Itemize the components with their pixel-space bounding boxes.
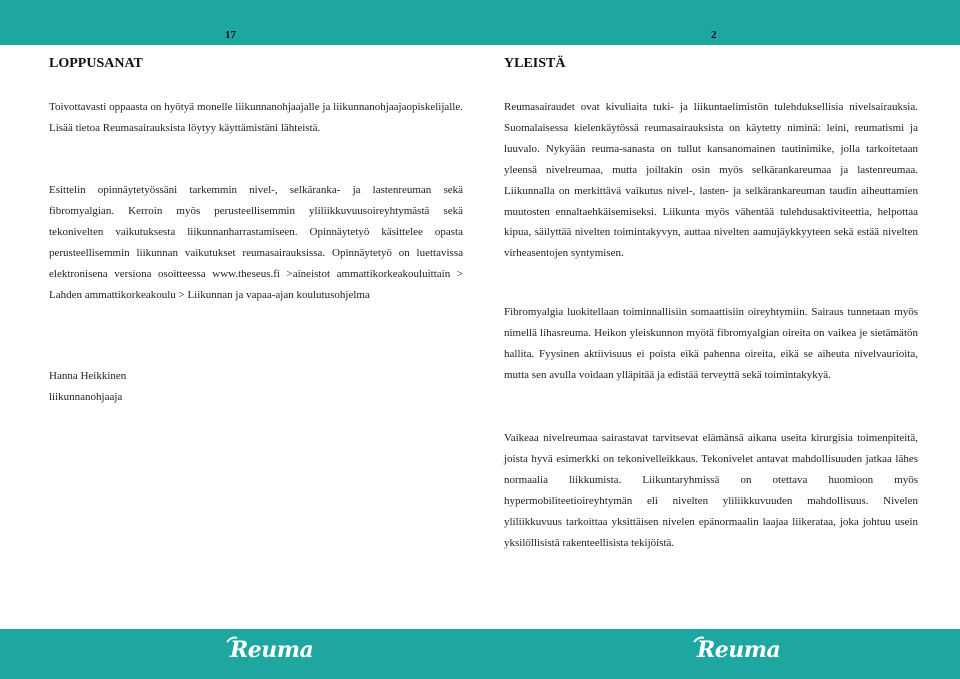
page-number: 2 [711, 29, 717, 41]
logo-swoosh-icon [693, 636, 705, 644]
signature-title: liikunnanohjaaja [49, 391, 123, 403]
top-color-band [0, 0, 960, 45]
paragraph: Esittelin opinnäytetyössäni tarkemmin nivel-, selkäranka- ja lastenreuman sekä fibromyalgian. Kerroin myös perusteellisemmin yliliikkuvuusoireyhtymästä sekä tekonivelten vaikutuksesta liikunnanharrastamiseen. Opinnäytetyö käsittelee opasta perusteellisemmin liikunnan vaikutukset reumasairauksissa. Opinnäytetyö on luettavissa elektronisena versiona osoitteessa www.theseus.fi >aineistot ammattikorkeakouluittain > Lahden ammattikorkeakoulu > Liikunnan ja vapaa-ajan koulutusohjelma [49, 184, 463, 301]
page-heading: LOPPUSANAT [49, 56, 143, 71]
page-heading: YLEISTÄ [504, 56, 566, 71]
logo-text: Reuma [230, 637, 314, 663]
page-number: 17 [225, 29, 236, 41]
reuma-logo [230, 633, 313, 667]
bottom-color-band [0, 629, 960, 679]
paragraph: Toivottavasti oppaasta on hyötyä monelle liikunnanohjaajalle ja liikunnanohjaajaopiskelijalle. Lisää tietoa Reumasairauksista löytyy käyttämistäni lähteistä. [49, 101, 463, 134]
signature-name: Hanna Heikkinen [49, 370, 127, 382]
paragraph: Fibromyalgia luokitellaan toiminnallisiin somaattisiin oireyhtymiin. Sairaus tunnetaan myös nimellä lihasreuma. Heikon yleiskunnon myötä fibromyalgian oireita on vaikea je sietämätön hallita. Fyysinen aktiivisuus ei poista eikä pahenna oireita, eikä se aiheuta nivelvaurioita, mutta sen avulla voidaan ylläpitää ja edistää terveyttä sekä toimintakykyä. [504, 306, 918, 381]
logo-swoosh-icon [226, 636, 238, 644]
paragraph: Vaikeaa nivelreumaa sairastavat tarvitsevat elämänsä aikana useita kirurgisia toimenpiteitä, joista hyvä esimerkki on tekonivelleikkaus. Tekonivelet antavat mahdollisuuden jatkaa lähes normaalia liikkumista. Liikuntaryhmissä on otettava huomioon myös hypermobiliteetioireyhtymän eli nivelten yliliikkuvuuden mahdollisuus. Nivelen yliliikkuvuus tarkoittaa yksittäisen nivelen epänormaalin laajaa liikerataa, joka johtuu usein yksilöllisistä rakenteellisista tekijöistä. [504, 432, 918, 549]
reuma-logo [697, 633, 780, 667]
logo-text: Reuma [697, 637, 781, 663]
paragraph: Reumasairaudet ovat kivuliaita tuki- ja liikuntaelimistön tulehduksellisia nivelsairauksia. Suomalaisessa kielenkäytössä reumasairauksista on käytetty niminä: leini, reumatismi ja luuvalo. Nykyään reuma-sanasta on tullut kansanomainen tautinimike, jolla tarkoitetaan yleensä nivelreumaa, mutta joiltakin osin myös selkärankareumaa ja lastenreumaa. Liikunnalla on merkittävä vaikutus nivel-, lasten- ja selkärankareuman taudin aiheuttamien muutosten ennaltaehkäisemiseksi. Liikunta myös vähentää tulehdusaktiviteettia, helpottaa kipua, säilyttää nivelten toimintakyvyn, auttaa nivelten aamujäykkyyteen sekä estää nivelten virheasentojen syntymisen. [504, 101, 918, 260]
